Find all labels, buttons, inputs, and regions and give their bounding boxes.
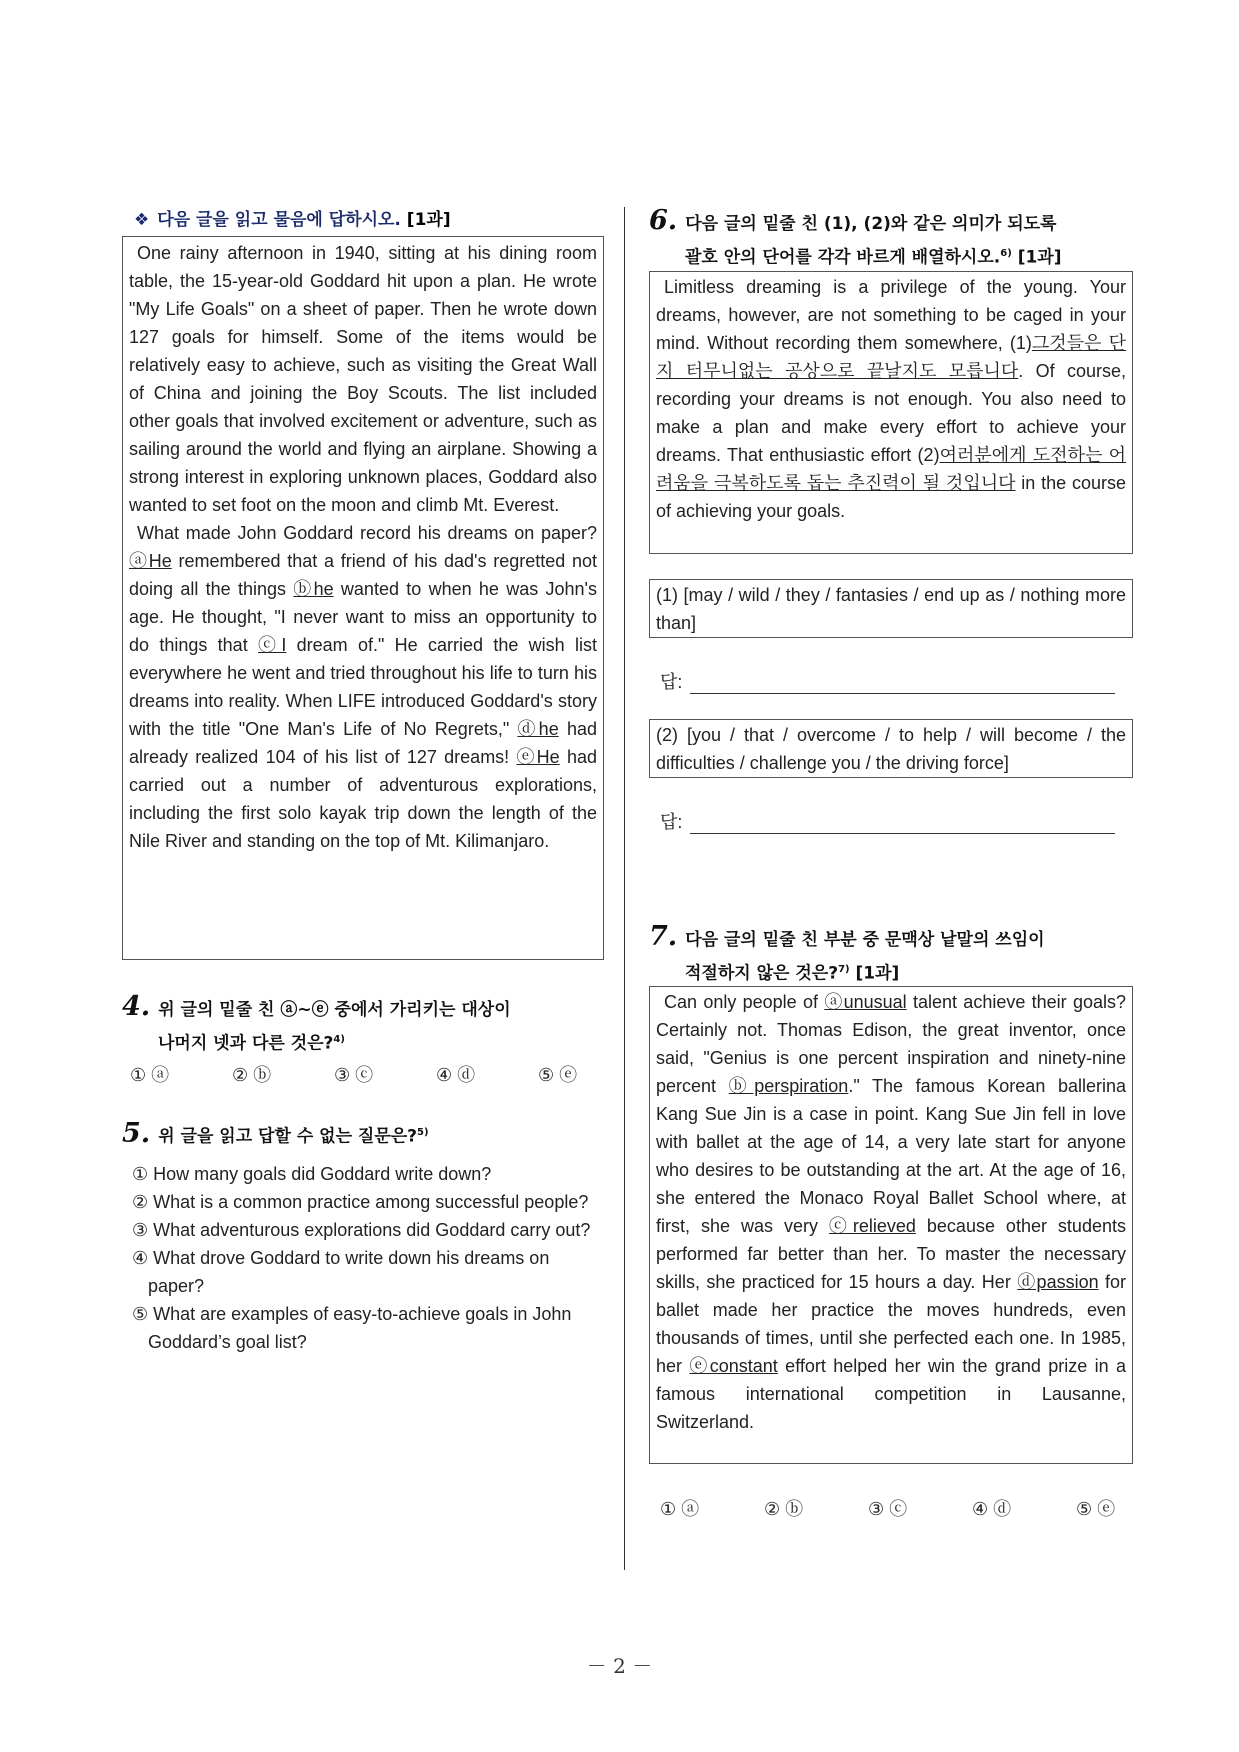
- word-d: ⓓpassion: [1017, 1272, 1099, 1292]
- question-number: 5.: [122, 1117, 151, 1149]
- section-intro: [134, 205, 451, 230]
- answer-line-2[interactable]: 답:: [660, 808, 1115, 834]
- option-2[interactable]: ② ⓑ: [764, 1499, 804, 1519]
- column-divider: [624, 207, 625, 1570]
- question-number: 7.: [649, 921, 678, 952]
- word-e: ⓔconstant: [689, 1356, 778, 1376]
- word-c: ⓒrelieved: [828, 1216, 916, 1236]
- question-number: 6.: [649, 205, 678, 236]
- footnote-ref: 5): [417, 1127, 429, 1138]
- option-3[interactable]: ③ What adventurous explorations did Goddard carry out?: [132, 1220, 591, 1240]
- lesson-tag: [1과]: [406, 210, 451, 230]
- q4-options: [130, 1061, 600, 1087]
- q7-options: [660, 1495, 1130, 1521]
- question-5: 5. 위 글을 읽고 답할 수 없는 질문은?$^{5)}$: [122, 1117, 429, 1149]
- option-2[interactable]: ② What is a common practice among successful people?: [132, 1192, 589, 1212]
- option-4[interactable]: ④ ⓓ: [972, 1499, 1012, 1519]
- word-b: ⓑperspiration: [728, 1076, 849, 1096]
- answer-blank[interactable]: [690, 815, 1115, 834]
- word-a: ⓐunusual: [824, 992, 907, 1012]
- ref-e: ⓔHe: [516, 747, 560, 767]
- footnote-ref: 6): [1000, 248, 1012, 259]
- footnote-ref: 7): [838, 964, 850, 975]
- passage-1-para-1: One rainy afternoon in 1940, sitting at his dining room table, the 15-year-old Goddard hit upon a plan. He wrote "My Life Goals" on a sheet of paper. Then he wrote down 127 goals for himself. Some of the items would be relatively easy to achieve, such as visiting the Great Wall of China and joining the Boy Scouts. The list included other goals that involved excitement or adventure, such as sailing around the world and flying an airplane. Showing a strong interest in exploring unknown places, Goddard also wanted to set foot on the moon and climb Mt. Everest.: [129, 243, 597, 515]
- option-2[interactable]: ② ⓑ: [232, 1065, 272, 1085]
- option-4[interactable]: ④ ⓓ: [436, 1065, 476, 1085]
- ref-c: ⓒI: [258, 635, 287, 655]
- option-3[interactable]: ③ ⓒ: [868, 1499, 908, 1519]
- word-box-1: (1) [may / wild / they / fantasies / end up as / nothing more than]: [649, 579, 1133, 638]
- ref-b: ⓑhe: [293, 579, 334, 599]
- underline-2: 여러분에게 도전하는 어려움을 극복하도록 돕는 추진력이 될 것입니다: [656, 445, 1126, 493]
- ref-a: ⓐHe: [129, 551, 172, 571]
- intro-text: 다음 글을 읽고 물음에 답하시오.: [157, 210, 401, 230]
- option-5[interactable]: ⑤ ⓔ: [1076, 1499, 1116, 1519]
- question-7: 7. 다음 글의 밑줄 친 부분 중 문맥상 낱말의 쓰임이 적절하지 않은 것은?$^{7)}$ [1과]: [649, 921, 1045, 984]
- q5-options: [132, 1160, 598, 1356]
- option-3[interactable]: ③ ⓒ: [334, 1065, 374, 1085]
- underline-1: 그것들은 단지 터무니없는 공상으로 끝날지도 모릅니다: [656, 333, 1126, 381]
- question-number: 4.: [122, 991, 151, 1022]
- passage-1-para-2: What made John Goddard record his dreams on paper? ⓐHe remembered that a friend of his dad's regretted not doing all the things ⓑhe wanted to when he was John's age. He thought, "I never want to miss an opportunity to do things that ⓒI dream of." He carried the wish list everywhere he went and tried throughout his life to turn his dreams into reality. When LIFE introduced Goddard's story with the title "One Man's Life of No Regrets," ⓓhe had already realized 104 of his list of 127 dreams! ⓔHe had carried out a number of adventurous explorations, including the first solo kayak trip down the length of the Nile River and standing on the top of Mt. Kilimanjaro.: [129, 523, 597, 851]
- option-5[interactable]: ⑤ ⓔ: [538, 1065, 578, 1085]
- option-1[interactable]: ① ⓐ: [660, 1499, 700, 1519]
- page-number: － 2 －: [586, 1654, 653, 1678]
- question-6: 6. 다음 글의 밑줄 친 (1), (2)와 같은 의미가 되도록 괄호 안의 단어를 각각 바르게 배열하시오.$^{6)}$ [1과]: [649, 205, 1062, 268]
- passage-box-7: Can only people of ⓐunusual talent achieve their goals? Certainly not. Thomas Edison, the great inventor, once said, "Genius is one percent inspiration and ninety-nine percent ⓑperspiration." The famous Korean ballerina Kang Sue Jin is a case in point. Kang Sue Jin fell in love with ballet at the age of 14, a very late start for anyone who desires to be outstanding at the art. At the age of 16, she entered the Monaco Royal Ballet School where, at first, she was very ⓒrelieved because other students performed far better than her. To master the necessary skills, she practiced for 15 hours a day. Her ⓓpassion for ballet made her practice the moves hundreds, even thousands of times, until she perfected each one. In 1985, her ⓔconstant effort helped her win the grand prize in a famous international competition in Lausanne, Switzerland.: [649, 986, 1133, 1464]
- footnote-ref: 4): [333, 1034, 345, 1045]
- ref-d: ⓓhe: [517, 719, 559, 739]
- option-1[interactable]: ① How many goals did Goddard write down?: [132, 1164, 492, 1184]
- answer-blank[interactable]: [690, 675, 1115, 694]
- option-5[interactable]: ⑤ What are examples of easy-to-achieve goals in John Goddard’s goal list?: [132, 1304, 572, 1352]
- option-4[interactable]: ④ What drove Goddard to write down his dreams on paper?: [132, 1248, 550, 1296]
- word-box-2: (2) [you / that / overcome / to help / will become / the difficulties / challenge you / the driving force]: [649, 719, 1133, 778]
- question-4: 4. 위 글의 밑줄 친 ⓐ~ⓔ 중에서 가리키는 대상이 나머지 넷과 다른 것은?$^{4)}$: [122, 991, 511, 1054]
- passage-box-6: Limitless dreaming is a privilege of the young. Your dreams, however, are not something to be caged in your mind. Without recording them somewhere, (1)그것들은 단지 터무니없는 공상으로 끝날지도 모릅니다. Of course, recording your dreams is not enough. You also need to make a plan and make every effort to achieve your dreams. That enthusiastic effort (2)여러분에게 도전하는 어려움을 극복하도록 돕는 추진력이 될 것입니다 in the course of achieving your goals.: [649, 271, 1133, 554]
- answer-line-1[interactable]: 답:: [660, 668, 1115, 694]
- diamond-marker-icon: ❖: [134, 210, 150, 230]
- option-1[interactable]: ① ⓐ: [130, 1065, 170, 1085]
- passage-box-1: [122, 236, 604, 960]
